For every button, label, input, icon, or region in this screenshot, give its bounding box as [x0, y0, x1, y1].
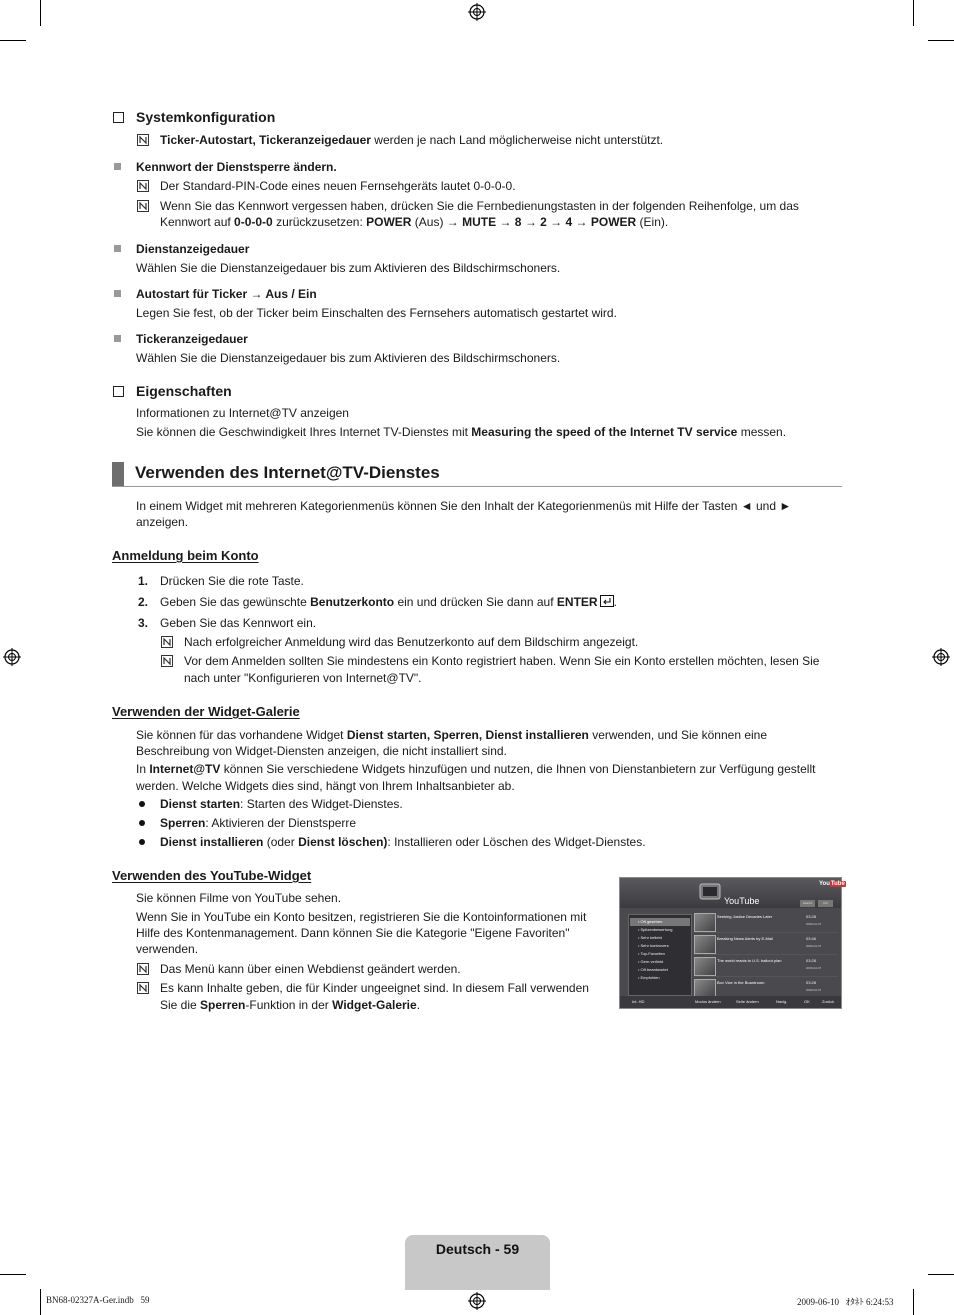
footer-seite: Seite ändern [736, 999, 759, 1004]
paragraph: Sie können für das vorhandene Widget Dienst starten, Sperren, Dienst installieren verwenden, und Sie können eine [136, 728, 768, 742]
footer-date: 2009-06-10 ｵﾀﾈﾄ 6:24:53 [797, 1297, 894, 1307]
bullet-dot-icon [139, 801, 145, 807]
footer-ok: OK [804, 999, 810, 1004]
registration-mark-icon [468, 3, 486, 21]
crop-mark [913, 1289, 914, 1315]
bullet-item: Dienst installieren (oder Dienst löschen): Installieren oder Löschen des Widget-Dienstes. [160, 835, 646, 849]
screen-menu-item[interactable]: • Gern verlinkt [638, 959, 664, 964]
youtube-screenshot [619, 877, 845, 1009]
screen-video-row[interactable] [694, 956, 838, 977]
footer-left: Int. HD [632, 999, 645, 1004]
item-title: Kennwort der Dienstsperre ändern. [136, 160, 337, 174]
heading-eigenschaften: Eigenschaften [136, 383, 232, 399]
screen-video-list [694, 912, 838, 1000]
paragraph: Wenn Sie in YouTube ein Konto besitzen, registrieren Sie die Kontoinformationen mit [136, 910, 587, 924]
screen-menu-item[interactable]: • Oft beantwortet [638, 967, 668, 972]
item-text: Sie können die Geschwindigkeit Ihres Internet TV-Dienstes mit Measuring the speed of the Internet TV service messen. [136, 425, 787, 439]
note-text: Ticker-Autostart, Tickeranzeigedauer werden je nach Land möglicherweise nicht unterstützt. [160, 133, 664, 147]
crop-mark [913, 0, 914, 26]
tv-set-icon [698, 880, 722, 904]
square-bullet-icon [114, 245, 121, 252]
note-icon [137, 200, 149, 212]
crop-mark [928, 1274, 954, 1275]
note-text: Vor dem Anmelden sollten Sie mindestens ein Konto registriert haben. Wenn Sie ein Konto erstellen möchten, lesen Sie [184, 654, 820, 668]
video-title: The world reacts to U.S. bailout plan [717, 958, 782, 963]
note-text: Der Standard-PIN-Code eines neuen Fernsehgeräts lautet 0-0-0-0. [160, 179, 516, 193]
screen-menu-item[interactable]: • Oft gesehen [630, 918, 690, 926]
crop-mark [0, 1274, 26, 1275]
item-text: Wählen Sie die Dienstanzeigedauer bis zum Aktivieren des Bildschirmschoners. [136, 261, 561, 275]
registration-mark-icon [468, 1292, 486, 1310]
paragraph: Hilfe des Kontenmanagement. Dann können Sie die Kategorie "Eigene Favoriten" [136, 926, 570, 940]
intro-text: anzeigen. [136, 515, 189, 529]
footer-navig: Navig. [776, 999, 788, 1004]
video-date: 2009-02-07 [806, 966, 822, 970]
intro-text: In einem Widget mit mehreren Kategorienmenüs können Sie den Inhalt der Kategorienmenüs mit Hilfe der Tasten ◄ und ► [136, 499, 792, 513]
note-icon [137, 134, 149, 146]
screen-tab-ctrl[interactable]: Ctrl [818, 900, 833, 907]
video-duration: 03:28 [806, 958, 817, 963]
screen-video-row[interactable] [694, 912, 838, 933]
paragraph: Beschreibung von Widget-Diensten anzeigen, die nicht installiert sind. [136, 744, 507, 758]
note-text: Kennwort auf 0-0-0-0 zurückzusetzen: POWER (Aus) → MUTE → 8 → 2 → 4 → POWER (Ein). [160, 215, 669, 229]
note-icon [137, 180, 149, 192]
bullet-dot-icon [139, 839, 145, 845]
heading-galerie: Verwenden der Widget-Galerie [112, 704, 300, 719]
video-title: Seeking Justice Decades Later [717, 914, 773, 919]
crop-mark [0, 40, 26, 41]
bullet-dot-icon [139, 820, 145, 826]
paragraph: Sie können Filme von YouTube sehen. [136, 891, 342, 905]
registration-mark-icon [3, 648, 21, 666]
video-title: Breaking News Alerts by E-Mail [717, 936, 773, 941]
square-bullet-icon [114, 335, 121, 342]
video-duration: 03:28 [806, 980, 817, 985]
checkbox-bullet-icon [113, 386, 124, 397]
note-icon [161, 655, 173, 667]
note-text: Wenn Sie das Kennwort vergessen haben, drücken Sie die Fernbedienungstasten in der folgenden Reihenfolge, um das [160, 199, 799, 213]
page-label: Deutsch - 59 [435, 1241, 520, 1257]
note-icon [161, 636, 173, 648]
video-date: 2009-02-07 [806, 944, 822, 948]
video-date: 2009-02-07 [806, 922, 822, 926]
footer-file: BN68-02327A-Ger.indb 59 [46, 1295, 150, 1305]
video-thumbnail [694, 913, 716, 932]
note-icon [137, 963, 149, 975]
step-text: Drücken Sie die rote Taste. [160, 574, 304, 588]
item-title: Tickeranzeigedauer [136, 332, 248, 346]
video-duration: 03:28 [806, 914, 817, 919]
screen-tab-search[interactable]: Search [800, 900, 815, 907]
square-bullet-icon [114, 290, 121, 297]
note-text: Nach erfolgreicher Anmeldung wird das Benutzerkonto auf dem Bildschirm angezeigt. [184, 635, 639, 649]
step-number: 1. [138, 574, 149, 588]
square-bullet-icon [114, 163, 121, 170]
crop-mark [40, 1289, 41, 1315]
registration-mark-icon [932, 648, 950, 666]
footer-modus: Modus ändern [695, 999, 721, 1004]
item-text: Wählen Sie die Dienstanzeigedauer bis zum Aktivieren des Bildschirmschoners. [136, 351, 561, 365]
step-text: Geben Sie das gewünschte Benutzerkonto ein und drücken Sie dann auf ENTER . [160, 595, 617, 609]
bullet-item: Dienst starten: Starten des Widget-Dienstes. [160, 797, 403, 811]
paragraph: verwenden. [136, 942, 199, 956]
screen-footer [620, 996, 841, 1008]
item-title: Autostart für Ticker → Aus / Ein [136, 287, 317, 301]
screen-menu-item[interactable]: • Top-Favoriten [638, 951, 665, 956]
heading-anmeldung: Anmeldung beim Konto [112, 548, 259, 563]
youtube-logo: YouTube [819, 881, 845, 887]
section-rule [112, 486, 842, 487]
note-text: Sie die Sperren-Funktion in der Widget-Galerie. [160, 998, 421, 1012]
screen-menu-item[interactable]: • Empfohlen [638, 975, 660, 980]
paragraph: werden. Welche Widgets dies sind, hängt von Ihrem Inhaltsanbieter ab. [136, 779, 515, 793]
bullet-item: Sperren: Aktivieren der Dienstsperre [160, 816, 357, 830]
paragraph: In Internet@TV können Sie verschiedene Widgets hinzufügen und nutzen, die Ihnen von Dienstanbietern zur Verfügung gestellt [136, 762, 816, 776]
footer-back: Zurück [822, 999, 835, 1004]
video-thumbnail [694, 957, 716, 976]
screen-menu-list [630, 918, 690, 982]
screen-menu-item[interactable]: • Sehr beliebt [638, 935, 662, 940]
video-duration: 03:46 [806, 936, 817, 941]
section-marker [112, 462, 124, 486]
step-text: Geben Sie das Kennwort ein. [160, 616, 317, 630]
crop-mark [928, 40, 954, 41]
screen-menu-item[interactable]: • Spitzenbewertung [638, 927, 673, 932]
note-text: Es kann Inhalte geben, die für Kinder ungeeignet sind. In diesem Fall verwenden [160, 981, 589, 995]
video-thumbnail [694, 935, 716, 954]
screen-video-row[interactable] [694, 934, 838, 955]
item-text: Informationen zu Internet@TV anzeigen [136, 406, 349, 420]
video-date: 2009-02-07 [806, 988, 822, 992]
heading-youtube: Verwenden des YouTube-Widget [112, 868, 312, 883]
checkbox-bullet-icon [113, 112, 124, 123]
section-title: Verwenden des Internet@TV-Dienstes [135, 463, 440, 482]
item-text: Legen Sie fest, ob der Ticker beim Einschalten des Fernsehers automatisch gestartet wird. [136, 306, 617, 320]
item-title: Dienstanzeigedauer [136, 242, 250, 256]
step-number: 2. [138, 595, 149, 609]
step-number: 3. [138, 616, 149, 630]
screen-menu-item[interactable]: • Sehr kontrovers [638, 943, 669, 948]
heading-systemkonfiguration: Systemkonfiguration [136, 109, 276, 125]
screen-title: YouTube [724, 896, 760, 906]
note-text: nach unter "Konfigurieren von Internet@TV". [184, 671, 422, 685]
enter-key-icon [600, 595, 614, 607]
crop-mark [40, 0, 41, 26]
note-icon [137, 982, 149, 994]
video-title: Box Vice in the Boardroom [717, 980, 765, 985]
note-text: Das Menü kann über einen Webdienst geändert werden. [160, 962, 461, 976]
